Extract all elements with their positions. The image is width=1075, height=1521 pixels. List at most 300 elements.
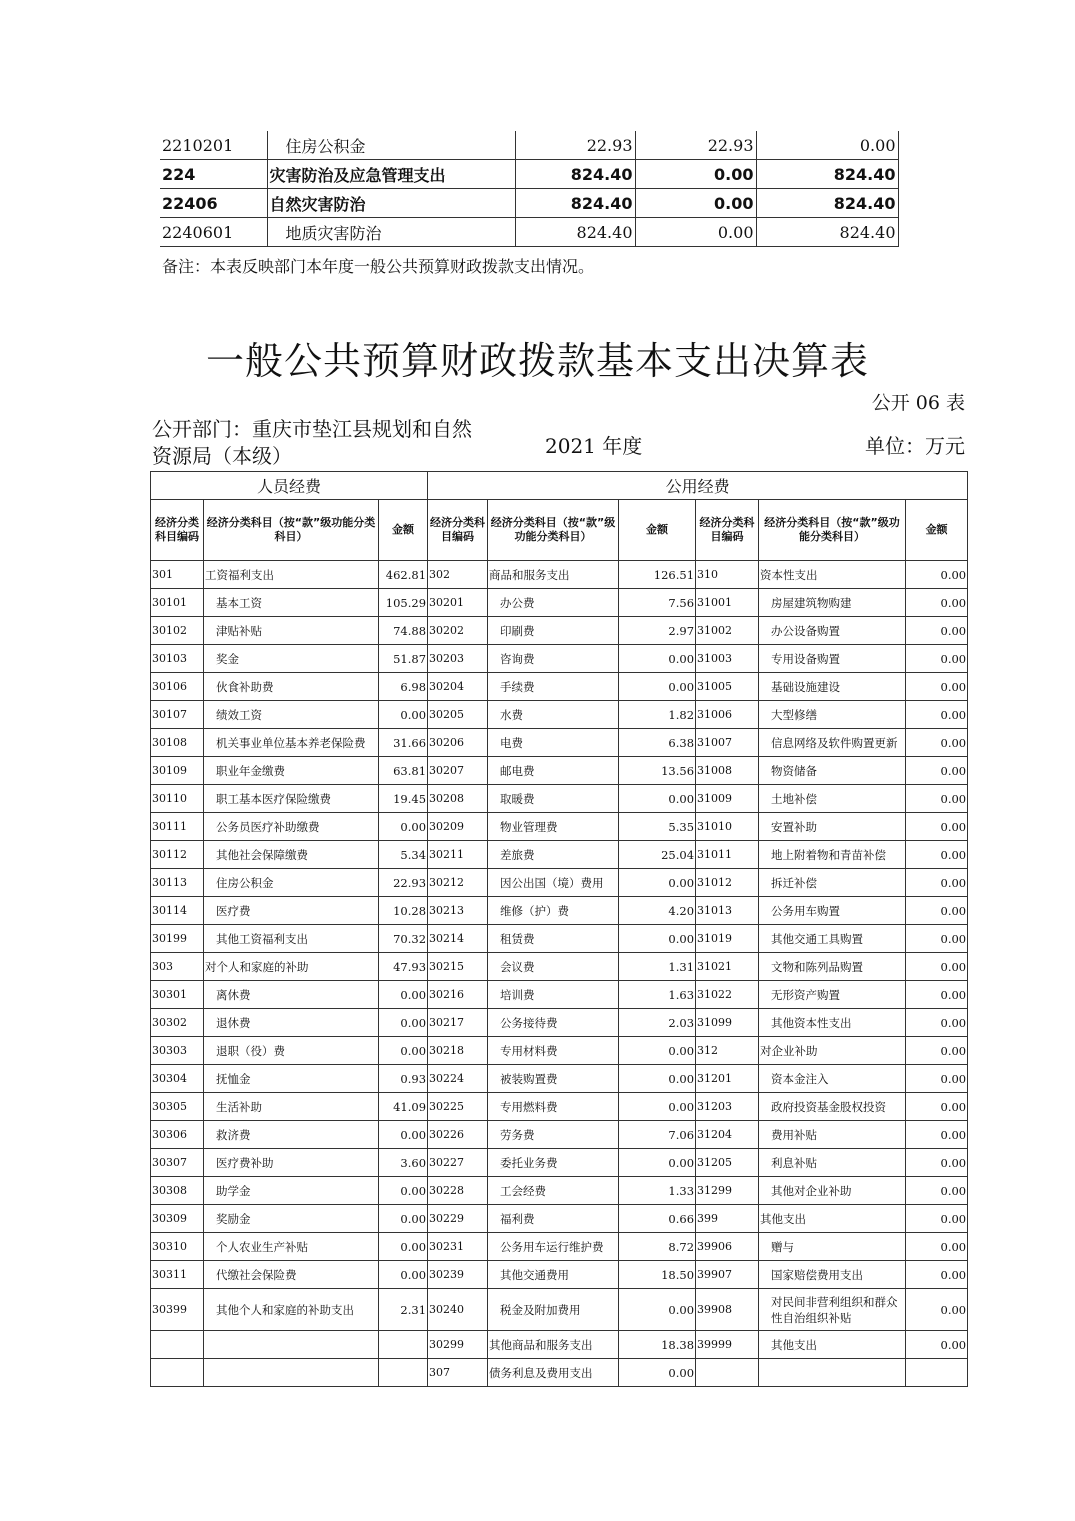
public-code: 30239: [428, 1261, 488, 1289]
row-total: 824.40: [515, 218, 635, 247]
public-amount: 0.00: [619, 1065, 696, 1093]
personnel-code: 30303: [151, 1037, 204, 1065]
capital-amount: 0.00: [906, 1289, 968, 1331]
row-name: 地质灾害防治: [267, 218, 515, 247]
public-code: 30226: [428, 1121, 488, 1149]
table-row: [151, 1359, 968, 1387]
public-code: 302: [428, 561, 488, 589]
row-code: 2210201: [160, 131, 267, 160]
capital-amount: 0.00: [906, 785, 968, 813]
personnel-amount: 51.87: [379, 645, 428, 673]
capital-amount: 0.00: [906, 1205, 968, 1233]
capital-item: 国家赔偿费用支出: [759, 1261, 906, 1289]
personnel-amount: 41.09: [379, 1093, 428, 1121]
capital-code: 39908: [696, 1289, 759, 1331]
capital-code: 31019: [696, 925, 759, 953]
capital-amount: 0.00: [906, 1093, 968, 1121]
public-item: 福利费: [488, 1205, 619, 1233]
row-total: 824.40: [515, 160, 635, 189]
capital-item: 无形资产购置: [759, 981, 906, 1009]
capital-code: 31099: [696, 1009, 759, 1037]
capital-item: 信息网络及软件购置更新: [759, 729, 906, 757]
table-row: [151, 645, 968, 673]
group-header-personnel: 人员经费: [151, 472, 428, 500]
personnel-code: 30102: [151, 617, 204, 645]
personnel-code: 30199: [151, 925, 204, 953]
capital-code: 31022: [696, 981, 759, 1009]
row-name: 灾害防治及应急管理支出: [267, 160, 515, 189]
personnel-code: 30308: [151, 1177, 204, 1205]
personnel-code: 30101: [151, 589, 204, 617]
capital-code: 39906: [696, 1233, 759, 1261]
row-total: 824.40: [515, 189, 635, 218]
capital-amount: 0.00: [906, 1149, 968, 1177]
personnel-amount: 0.00: [379, 1009, 428, 1037]
capital-code: 31012: [696, 869, 759, 897]
capital-amount: 0.00: [906, 813, 968, 841]
public-code: 30206: [428, 729, 488, 757]
capital-item: 其他资本性支出: [759, 1009, 906, 1037]
personnel-amount: 0.00: [379, 1177, 428, 1205]
public-amount: 1.33: [619, 1177, 696, 1205]
capital-code: 312: [696, 1037, 759, 1065]
public-code: 30227: [428, 1149, 488, 1177]
col-header-name: 经济分类科目（按“款”级功能分类科目）: [204, 500, 379, 561]
personnel-amount: 5.34: [379, 841, 428, 869]
public-code: 30201: [428, 589, 488, 617]
table-row: [151, 1261, 968, 1289]
capital-amount: 0.00: [906, 1261, 968, 1289]
col-header-amount: 金额: [379, 500, 428, 561]
capital-code: 31013: [696, 897, 759, 925]
capital-code: 31011: [696, 841, 759, 869]
capital-amount: 0.00: [906, 617, 968, 645]
public-amount: 5.35: [619, 813, 696, 841]
capital-item: 基础设施建设: [759, 673, 906, 701]
public-code: 30299: [428, 1331, 488, 1359]
personnel-amount: 74.88: [379, 617, 428, 645]
public-code: 30240: [428, 1289, 488, 1331]
public-item: 租赁费: [488, 925, 619, 953]
personnel-amount: 105.29: [379, 589, 428, 617]
personnel-item: 生活补助: [204, 1093, 379, 1121]
capital-amount: 0.00: [906, 1331, 968, 1359]
capital-item: 资本性支出: [759, 561, 906, 589]
public-item: 其他商品和服务支出: [488, 1331, 619, 1359]
public-amount: 8.72: [619, 1233, 696, 1261]
personnel-code: 303: [151, 953, 204, 981]
public-amount: 0.00: [619, 1149, 696, 1177]
personnel-amount: 6.98: [379, 673, 428, 701]
public-item: 印刷费: [488, 617, 619, 645]
personnel-amount: 0.00: [379, 1205, 428, 1233]
capital-item: 文物和陈列品购置: [759, 953, 906, 981]
public-item: 商品和服务支出: [488, 561, 619, 589]
table-row: [151, 701, 968, 729]
row-project: 824.40: [756, 218, 898, 247]
capital-item: 资本金注入: [759, 1065, 906, 1093]
public-code: 307: [428, 1359, 488, 1387]
personnel-amount: 0.00: [379, 1233, 428, 1261]
personnel-code: 30302: [151, 1009, 204, 1037]
table-row: [151, 1177, 968, 1205]
table-row: [151, 1331, 968, 1359]
capital-item: 费用补贴: [759, 1121, 906, 1149]
personnel-code: [151, 1331, 204, 1359]
capital-code: 31009: [696, 785, 759, 813]
public-amount: 0.00: [619, 1093, 696, 1121]
group-header-public: 公用经费: [428, 472, 968, 500]
table-row: [151, 1037, 968, 1065]
capital-code: 31021: [696, 953, 759, 981]
public-code: 30209: [428, 813, 488, 841]
table-row: [151, 813, 968, 841]
personnel-item: 代缴社会保险费: [204, 1261, 379, 1289]
personnel-code: 30307: [151, 1149, 204, 1177]
public-code: 30203: [428, 645, 488, 673]
capital-amount: 0.00: [906, 1233, 968, 1261]
public-amount: 0.00: [619, 1359, 696, 1387]
capital-code: [696, 1359, 759, 1387]
personnel-code: 30108: [151, 729, 204, 757]
personnel-amount: 3.60: [379, 1149, 428, 1177]
basic-expenditure-table: [150, 471, 968, 1387]
table-row: [151, 589, 968, 617]
capital-item: 对民间非营利组织和群众性自治组织补贴: [759, 1289, 906, 1331]
table-row: [151, 1093, 968, 1121]
capital-amount: 0.00: [906, 589, 968, 617]
col-header-name: 经济分类科目（按“款”级功能分类科目）: [488, 500, 619, 561]
row-basic: 0.00: [635, 160, 756, 189]
public-item: 手续费: [488, 673, 619, 701]
capital-amount: 0.00: [906, 981, 968, 1009]
capital-code: 31001: [696, 589, 759, 617]
public-amount: 0.00: [619, 785, 696, 813]
personnel-amount: 70.32: [379, 925, 428, 953]
capital-item: 安置补助: [759, 813, 906, 841]
public-code: 30218: [428, 1037, 488, 1065]
public-item: 差旅费: [488, 841, 619, 869]
table-row: [160, 160, 898, 189]
public-amount: 0.00: [619, 869, 696, 897]
capital-item: 土地补偿: [759, 785, 906, 813]
table-row: [151, 953, 968, 981]
public-item: 会议费: [488, 953, 619, 981]
row-name: 自然灾害防治: [267, 189, 515, 218]
top-table-note: 备注：本表反映部门本年度一般公共预算财政拨款支出情况。: [162, 257, 595, 276]
public-code: 30225: [428, 1093, 488, 1121]
public-item: 专用材料费: [488, 1037, 619, 1065]
row-name: 住房公积金: [267, 131, 515, 160]
personnel-code: 30106: [151, 673, 204, 701]
col-header-code: 经济分类科目编码: [428, 500, 488, 561]
personnel-amount: 47.93: [379, 953, 428, 981]
personnel-amount: 0.00: [379, 1261, 428, 1289]
personnel-code: 30110: [151, 785, 204, 813]
personnel-amount: 2.31: [379, 1289, 428, 1331]
personnel-item: 奖励金: [204, 1205, 379, 1233]
personnel-code: 30301: [151, 981, 204, 1009]
public-code: 30202: [428, 617, 488, 645]
public-amount: 25.04: [619, 841, 696, 869]
capital-code: 31203: [696, 1093, 759, 1121]
capital-item: 专用设备购置: [759, 645, 906, 673]
table-row: [151, 673, 968, 701]
public-item: 劳务费: [488, 1121, 619, 1149]
top-table-continuation: [160, 131, 899, 247]
capital-amount: 0.00: [906, 953, 968, 981]
personnel-amount: 0.00: [379, 701, 428, 729]
year-label: 2021 年度: [545, 434, 643, 458]
capital-item: 大型修缮: [759, 701, 906, 729]
capital-item: 其他支出: [759, 1331, 906, 1359]
public-amount: 18.38: [619, 1331, 696, 1359]
capital-amount: 0.00: [906, 1037, 968, 1065]
row-project: 824.40: [756, 160, 898, 189]
capital-code: 31010: [696, 813, 759, 841]
personnel-code: 30309: [151, 1205, 204, 1233]
personnel-item: 其他工资福利支出: [204, 925, 379, 953]
personnel-item: 医疗费: [204, 897, 379, 925]
public-item: 水费: [488, 701, 619, 729]
public-code: 30224: [428, 1065, 488, 1093]
public-amount: 126.51: [619, 561, 696, 589]
capital-code: 31003: [696, 645, 759, 673]
capital-item: 利息补贴: [759, 1149, 906, 1177]
capital-code: 31204: [696, 1121, 759, 1149]
capital-code: 39907: [696, 1261, 759, 1289]
personnel-amount: 0.00: [379, 1037, 428, 1065]
table-row: [151, 925, 968, 953]
col-header-amount: 金额: [906, 500, 968, 561]
personnel-item: 救济费: [204, 1121, 379, 1149]
capital-amount: 0.00: [906, 869, 968, 897]
personnel-item: 奖金: [204, 645, 379, 673]
row-project: 0.00: [756, 131, 898, 160]
table-row: [151, 1289, 968, 1331]
personnel-amount: 0.93: [379, 1065, 428, 1093]
table-row: [151, 841, 968, 869]
capital-item: 物资储备: [759, 757, 906, 785]
capital-item: 拆迁补偿: [759, 869, 906, 897]
row-basic: 22.93: [635, 131, 756, 160]
personnel-item: 退职（役）费: [204, 1037, 379, 1065]
capital-code: 31008: [696, 757, 759, 785]
personnel-item: 离休费: [204, 981, 379, 1009]
personnel-item: 个人农业生产补贴: [204, 1233, 379, 1261]
personnel-amount: 462.81: [379, 561, 428, 589]
public-code: 30217: [428, 1009, 488, 1037]
table-row: [151, 1149, 968, 1177]
public-amount: 18.50: [619, 1261, 696, 1289]
capital-code: 39999: [696, 1331, 759, 1359]
public-code: 30204: [428, 673, 488, 701]
table-row: [151, 981, 968, 1009]
public-code: 30205: [428, 701, 488, 729]
col-header-name: 经济分类科目（按“款”级功能分类科目）: [759, 500, 906, 561]
row-basic: 0.00: [635, 218, 756, 247]
public-item: 工会经费: [488, 1177, 619, 1205]
personnel-code: 30103: [151, 645, 204, 673]
row-project: 824.40: [756, 189, 898, 218]
public-code: 30214: [428, 925, 488, 953]
public-item: 被装购置费: [488, 1065, 619, 1093]
public-amount: 0.00: [619, 645, 696, 673]
personnel-code: 30107: [151, 701, 204, 729]
table-row: [151, 1009, 968, 1037]
public-item: 办公费: [488, 589, 619, 617]
capital-amount: 0.00: [906, 701, 968, 729]
capital-item: 办公设备购置: [759, 617, 906, 645]
public-item: 委托业务费: [488, 1149, 619, 1177]
public-amount: 1.63: [619, 981, 696, 1009]
public-item: 公务用车运行维护费: [488, 1233, 619, 1261]
public-item: 税金及附加费用: [488, 1289, 619, 1331]
personnel-item: 工资福利支出: [204, 561, 379, 589]
table-row: [151, 617, 968, 645]
capital-amount: 0.00: [906, 645, 968, 673]
personnel-code: 30311: [151, 1261, 204, 1289]
public-amount: 1.82: [619, 701, 696, 729]
capital-item: 对企业补助: [759, 1037, 906, 1065]
col-header-code: 经济分类科目编码: [696, 500, 759, 561]
public-amount: 7.06: [619, 1121, 696, 1149]
personnel-code: 30306: [151, 1121, 204, 1149]
capital-item: 赠与: [759, 1233, 906, 1261]
personnel-amount: 0.00: [379, 1121, 428, 1149]
table-row: [151, 869, 968, 897]
public-amount: 2.03: [619, 1009, 696, 1037]
personnel-code: 30112: [151, 841, 204, 869]
table-row: [151, 561, 968, 589]
table-row: [151, 729, 968, 757]
public-item: 邮电费: [488, 757, 619, 785]
personnel-item: 职工基本医疗保险缴费: [204, 785, 379, 813]
capital-code: 31007: [696, 729, 759, 757]
capital-code: 31299: [696, 1177, 759, 1205]
capital-code: 31201: [696, 1065, 759, 1093]
public-item: 物业管理费: [488, 813, 619, 841]
capital-amount: 0.00: [906, 1009, 968, 1037]
table-row: [160, 131, 898, 160]
public-code: 30215: [428, 953, 488, 981]
public-code: 30211: [428, 841, 488, 869]
row-code: 224: [160, 160, 267, 189]
capital-code: 31205: [696, 1149, 759, 1177]
personnel-code: 30399: [151, 1289, 204, 1331]
public-amount: 4.20: [619, 897, 696, 925]
department-label: 公开部门：重庆市垫江县规划和自然资源局（本级）: [152, 417, 472, 468]
capital-item: 其他支出: [759, 1205, 906, 1233]
capital-item: [759, 1359, 906, 1387]
capital-code: 399: [696, 1205, 759, 1233]
personnel-item: 公务员医疗补助缴费: [204, 813, 379, 841]
capital-item: 房屋建筑物购建: [759, 589, 906, 617]
capital-code: 31005: [696, 673, 759, 701]
public-code: 30216: [428, 981, 488, 1009]
personnel-code: 301: [151, 561, 204, 589]
personnel-item: 基本工资: [204, 589, 379, 617]
capital-amount: 0.00: [906, 1065, 968, 1093]
personnel-amount: 63.81: [379, 757, 428, 785]
personnel-code: 30109: [151, 757, 204, 785]
capital-item: 其他对企业补助: [759, 1177, 906, 1205]
personnel-amount: 19.45: [379, 785, 428, 813]
personnel-item: 津贴补贴: [204, 617, 379, 645]
capital-code: 31002: [696, 617, 759, 645]
row-total: 22.93: [515, 131, 635, 160]
public-code: 30208: [428, 785, 488, 813]
public-amount: 0.00: [619, 673, 696, 701]
public-code: 30207: [428, 757, 488, 785]
personnel-item: [204, 1359, 379, 1387]
public-code: 30231: [428, 1233, 488, 1261]
public-item: 咨询费: [488, 645, 619, 673]
personnel-code: 30111: [151, 813, 204, 841]
personnel-code: 30310: [151, 1233, 204, 1261]
public-item: 公务接待费: [488, 1009, 619, 1037]
unit-label: 单位：万元: [865, 434, 965, 458]
public-item: 维修（护）费: [488, 897, 619, 925]
public-item: 债务利息及费用支出: [488, 1359, 619, 1387]
table-row: [160, 189, 898, 218]
personnel-item: 职业年金缴费: [204, 757, 379, 785]
public-amount: 0.00: [619, 925, 696, 953]
capital-amount: 0.00: [906, 561, 968, 589]
table-row: [151, 897, 968, 925]
public-amount: 7.56: [619, 589, 696, 617]
capital-amount: 0.00: [906, 729, 968, 757]
public-item: 专用燃料费: [488, 1093, 619, 1121]
personnel-amount: 0.00: [379, 981, 428, 1009]
public-code: 30212: [428, 869, 488, 897]
personnel-item: 助学金: [204, 1177, 379, 1205]
public-code: 30229: [428, 1205, 488, 1233]
personnel-code: [151, 1359, 204, 1387]
personnel-amount: [379, 1359, 428, 1387]
personnel-code: 30114: [151, 897, 204, 925]
capital-amount: 0.00: [906, 673, 968, 701]
personnel-item: 机关事业单位基本养老保险费: [204, 729, 379, 757]
capital-amount: 0.00: [906, 1177, 968, 1205]
personnel-item: 伙食补助费: [204, 673, 379, 701]
public-amount: 2.97: [619, 617, 696, 645]
public-amount: 0.00: [619, 1289, 696, 1331]
personnel-item: 住房公积金: [204, 869, 379, 897]
personnel-item: 其他个人和家庭的补助支出: [204, 1289, 379, 1331]
personnel-code: 30113: [151, 869, 204, 897]
capital-amount: 0.00: [906, 1121, 968, 1149]
capital-item: 公务用车购置: [759, 897, 906, 925]
capital-code: 31006: [696, 701, 759, 729]
personnel-amount: 22.93: [379, 869, 428, 897]
row-code: 22406: [160, 189, 267, 218]
public-amount: 13.56: [619, 757, 696, 785]
public-item: 取暖费: [488, 785, 619, 813]
personnel-item: 抚恤金: [204, 1065, 379, 1093]
personnel-amount: 31.66: [379, 729, 428, 757]
capital-code: 310: [696, 561, 759, 589]
public-item: 其他交通费用: [488, 1261, 619, 1289]
row-code: 2240601: [160, 218, 267, 247]
capital-amount: 0.00: [906, 897, 968, 925]
table-row: [151, 1205, 968, 1233]
table-row: [160, 218, 898, 247]
personnel-code: 30304: [151, 1065, 204, 1093]
personnel-amount: 10.28: [379, 897, 428, 925]
personnel-item: 对个人和家庭的补助: [204, 953, 379, 981]
public-amount: 6.38: [619, 729, 696, 757]
